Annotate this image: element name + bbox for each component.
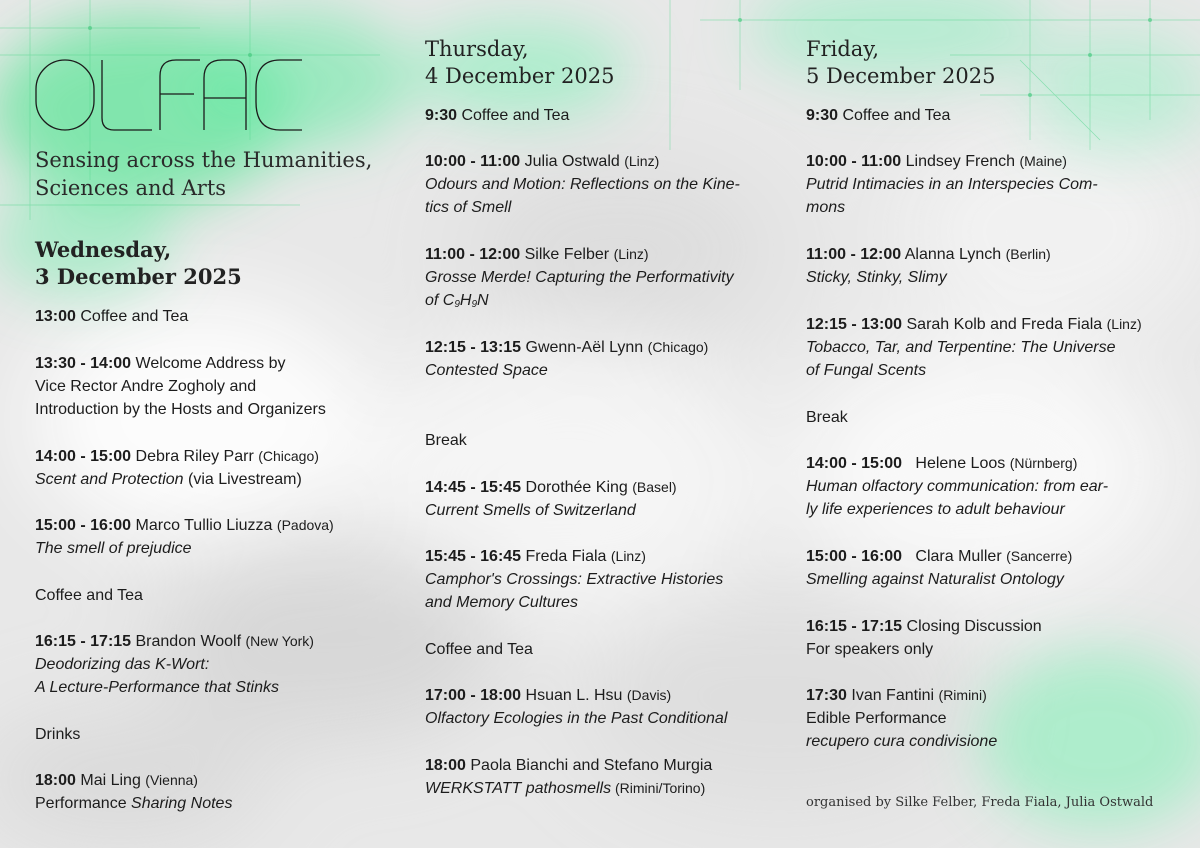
subtitle-line-2: Sciences and Arts bbox=[35, 176, 227, 200]
formula-subscript: 9 bbox=[471, 299, 478, 311]
talk-title: Olfactory Ecologies in the Past Conditional bbox=[425, 710, 728, 728]
schedule-item bbox=[806, 243, 1191, 289]
schedule-item bbox=[806, 452, 1191, 522]
formula-part: N bbox=[477, 292, 489, 310]
day-name: Wednesday, bbox=[35, 237, 172, 262]
talk-title: Current Smells of Switzerland bbox=[425, 502, 636, 520]
time: 14:00 - 15:00 bbox=[35, 448, 132, 465]
talk-title: Contested Space bbox=[425, 362, 548, 380]
item-text: Closing Discussion bbox=[902, 618, 1042, 635]
time: 13:00 bbox=[35, 308, 76, 325]
time: 15:00 - 16:00 bbox=[35, 517, 132, 534]
speaker: Clara Muller bbox=[902, 548, 1007, 565]
item-text: Break bbox=[425, 432, 467, 449]
city: (Padova) bbox=[276, 517, 334, 533]
schedule-item bbox=[425, 638, 795, 661]
city: (Vienna) bbox=[145, 772, 198, 788]
time: 12:15 - 13:00 bbox=[806, 316, 903, 333]
time: 16:15 - 17:15 bbox=[806, 618, 903, 635]
talk-title: Sharing Notes bbox=[131, 795, 233, 813]
schedule-item bbox=[35, 584, 405, 607]
subtitle-line-1: Sensing across the Humanities, bbox=[35, 148, 373, 172]
item-text: Coffee and Tea bbox=[838, 107, 951, 124]
city: (Rimini) bbox=[938, 687, 987, 703]
olfac-logo bbox=[34, 58, 304, 134]
time: 15:45 - 16:45 bbox=[425, 548, 522, 565]
talk-title: Putrid Intimacies in an Interspecies Com- bbox=[806, 176, 1098, 194]
talk-title: Odours and Motion: Reflections on the Kine- bbox=[425, 176, 740, 194]
speaker: Gwenn-Aël Lynn bbox=[521, 339, 648, 356]
note: (via Livestream) bbox=[183, 471, 302, 489]
item-text: Coffee and Tea bbox=[75, 308, 189, 325]
city: (Basel) bbox=[632, 479, 677, 495]
speaker: Silke Felber bbox=[520, 246, 614, 263]
speaker: Dorothée King bbox=[521, 479, 633, 496]
wednesday-heading bbox=[35, 236, 242, 290]
item-text: Coffee and Tea bbox=[35, 587, 143, 604]
city: (Rimini/Torino) bbox=[611, 780, 706, 797]
time: 10:00 - 11:00 bbox=[806, 153, 902, 170]
item-text: Drinks bbox=[35, 726, 81, 743]
schedule-item bbox=[425, 754, 795, 800]
city: (Linz) bbox=[624, 153, 660, 169]
time: 14:00 - 15:00 bbox=[806, 455, 903, 472]
schedule-item bbox=[425, 150, 795, 220]
talk-title: The smell of prejudice bbox=[35, 540, 192, 558]
organisers-footer: organised by Silke Felber, Freda Fiala, Julia Ostwald bbox=[806, 795, 1154, 810]
item-text: For speakers only bbox=[806, 641, 934, 659]
speaker: Hsuan L. Hsu bbox=[521, 687, 627, 704]
schedule-item bbox=[806, 313, 1191, 383]
formula-part: H bbox=[459, 292, 472, 310]
talk-title: A Lecture-Performance that Stinks bbox=[35, 679, 279, 697]
item-text: Coffee and Tea bbox=[457, 107, 570, 124]
talk-title-formula bbox=[425, 289, 795, 316]
speaker: Ivan Fantini bbox=[846, 687, 939, 704]
time: 14:45 - 15:45 bbox=[425, 479, 522, 496]
speaker: Julia Ostwald bbox=[520, 153, 625, 170]
schedule-item bbox=[425, 243, 795, 317]
schedule-item bbox=[35, 514, 405, 560]
city: (Davis) bbox=[626, 687, 672, 703]
time: 18:00 bbox=[425, 757, 466, 774]
time: 9:30 bbox=[806, 107, 839, 124]
city: (Linz) bbox=[613, 246, 649, 262]
schedule-item bbox=[806, 104, 1191, 127]
city: (Chicago) bbox=[258, 448, 319, 464]
speaker: Mai Ling bbox=[75, 772, 146, 789]
time: 13:30 - 14:00 bbox=[35, 355, 132, 372]
speaker: Freda Fiala bbox=[521, 548, 611, 565]
formula-part: of C bbox=[425, 292, 455, 310]
day-date: 4 December 2025 bbox=[425, 64, 615, 88]
city: (Linz) bbox=[1106, 316, 1142, 332]
talk-title: and Memory Cultures bbox=[425, 594, 578, 612]
talk-title: Sticky, Stinky, Slimy bbox=[806, 269, 947, 287]
time: 11:00 - 12:00 bbox=[806, 246, 902, 263]
item-text: Break bbox=[806, 409, 848, 426]
schedule-item bbox=[425, 545, 795, 615]
time: 17:30 bbox=[806, 687, 847, 704]
city: (New York) bbox=[245, 633, 314, 649]
speaker: Helene Loos bbox=[902, 455, 1010, 472]
item-text: Vice Rector Andre Zogholy and bbox=[35, 378, 257, 396]
item-text: Performance bbox=[35, 795, 132, 813]
time: 10:00 - 11:00 bbox=[425, 153, 521, 170]
schedule-item bbox=[425, 429, 795, 452]
talk-title: Human olfactory communication: from ear- bbox=[806, 478, 1109, 496]
talk-title: Tobacco, Tar, and Terpentine: The Universe bbox=[806, 339, 1116, 357]
schedule-item bbox=[35, 305, 405, 328]
thursday-heading bbox=[425, 36, 614, 90]
day-date: 3 December 2025 bbox=[35, 264, 242, 289]
city: (Berlin) bbox=[1005, 246, 1051, 262]
time: 16:15 - 17:15 bbox=[35, 633, 132, 650]
day-name: Thursday, bbox=[425, 37, 529, 61]
talk-title: Grosse Merde! Capturing the Performativity bbox=[425, 269, 734, 287]
schedule-item bbox=[35, 352, 405, 422]
speaker: Debra Riley Parr bbox=[131, 448, 259, 465]
schedule-item bbox=[806, 615, 1191, 661]
speaker: Sarah Kolb and Freda Fiala bbox=[902, 316, 1107, 333]
talk-title: Camphor's Crossings: Extractive Histories bbox=[425, 571, 724, 589]
day-name: Friday, bbox=[806, 37, 880, 61]
item-text: Edible Performance bbox=[806, 710, 947, 728]
formula-subscript: 9 bbox=[454, 299, 460, 311]
talk-title: recupero cura condivisione bbox=[806, 733, 998, 751]
time: 15:00 - 16:00 bbox=[806, 548, 903, 565]
speaker: Marco Tullio Liuzza bbox=[131, 517, 277, 534]
day-date: 5 December 2025 bbox=[806, 64, 996, 88]
talk-title: WERKSTATT pathosmells bbox=[425, 780, 612, 798]
schedule-item bbox=[425, 684, 795, 730]
talk-title: Deodorizing das K-Wort: bbox=[35, 656, 210, 674]
city: (Chicago) bbox=[647, 339, 709, 355]
city: (Nürnberg) bbox=[1009, 455, 1078, 471]
schedule-item bbox=[35, 769, 405, 815]
speaker: Alanna Lynch bbox=[901, 246, 1006, 263]
speaker: Paola Bianchi and Stefano Murgia bbox=[465, 757, 713, 774]
time: 12:15 - 13:15 bbox=[425, 339, 522, 356]
schedule-item bbox=[35, 723, 405, 746]
schedule-item bbox=[425, 476, 795, 522]
item-text: Coffee and Tea bbox=[425, 641, 533, 658]
city: (Maine) bbox=[1019, 153, 1067, 169]
item-text: Introduction by the Hosts and Organizers bbox=[35, 401, 326, 419]
speaker: Brandon Woolf bbox=[131, 633, 246, 650]
schedule-item bbox=[806, 545, 1191, 591]
schedule-item bbox=[806, 150, 1191, 220]
talk-title: of Fungal Scents bbox=[806, 362, 927, 380]
time: 11:00 - 12:00 bbox=[425, 246, 521, 263]
item-text: Welcome Address by bbox=[131, 355, 286, 372]
time: 18:00 bbox=[35, 772, 76, 789]
schedule-item bbox=[35, 630, 405, 700]
friday-heading bbox=[806, 36, 995, 90]
talk-title: tics of Smell bbox=[425, 199, 512, 217]
event-subtitle bbox=[35, 146, 372, 202]
time: 17:00 - 18:00 bbox=[425, 687, 522, 704]
talk-title: ly life experiences to adult behaviour bbox=[806, 501, 1065, 519]
time: 9:30 bbox=[425, 107, 458, 124]
talk-title: Scent and Protection bbox=[35, 471, 184, 489]
schedule-item bbox=[425, 336, 795, 382]
city: (Sancerre) bbox=[1006, 548, 1073, 564]
schedule-item bbox=[806, 684, 1191, 754]
talk-title: Smelling against Naturalist Ontology bbox=[806, 571, 1064, 589]
schedule-item bbox=[806, 406, 1191, 429]
talk-title: mons bbox=[806, 199, 846, 217]
schedule-item bbox=[425, 104, 795, 127]
speaker: Lindsey French bbox=[901, 153, 1020, 170]
schedule-item bbox=[35, 445, 405, 491]
city: (Linz) bbox=[610, 548, 646, 564]
